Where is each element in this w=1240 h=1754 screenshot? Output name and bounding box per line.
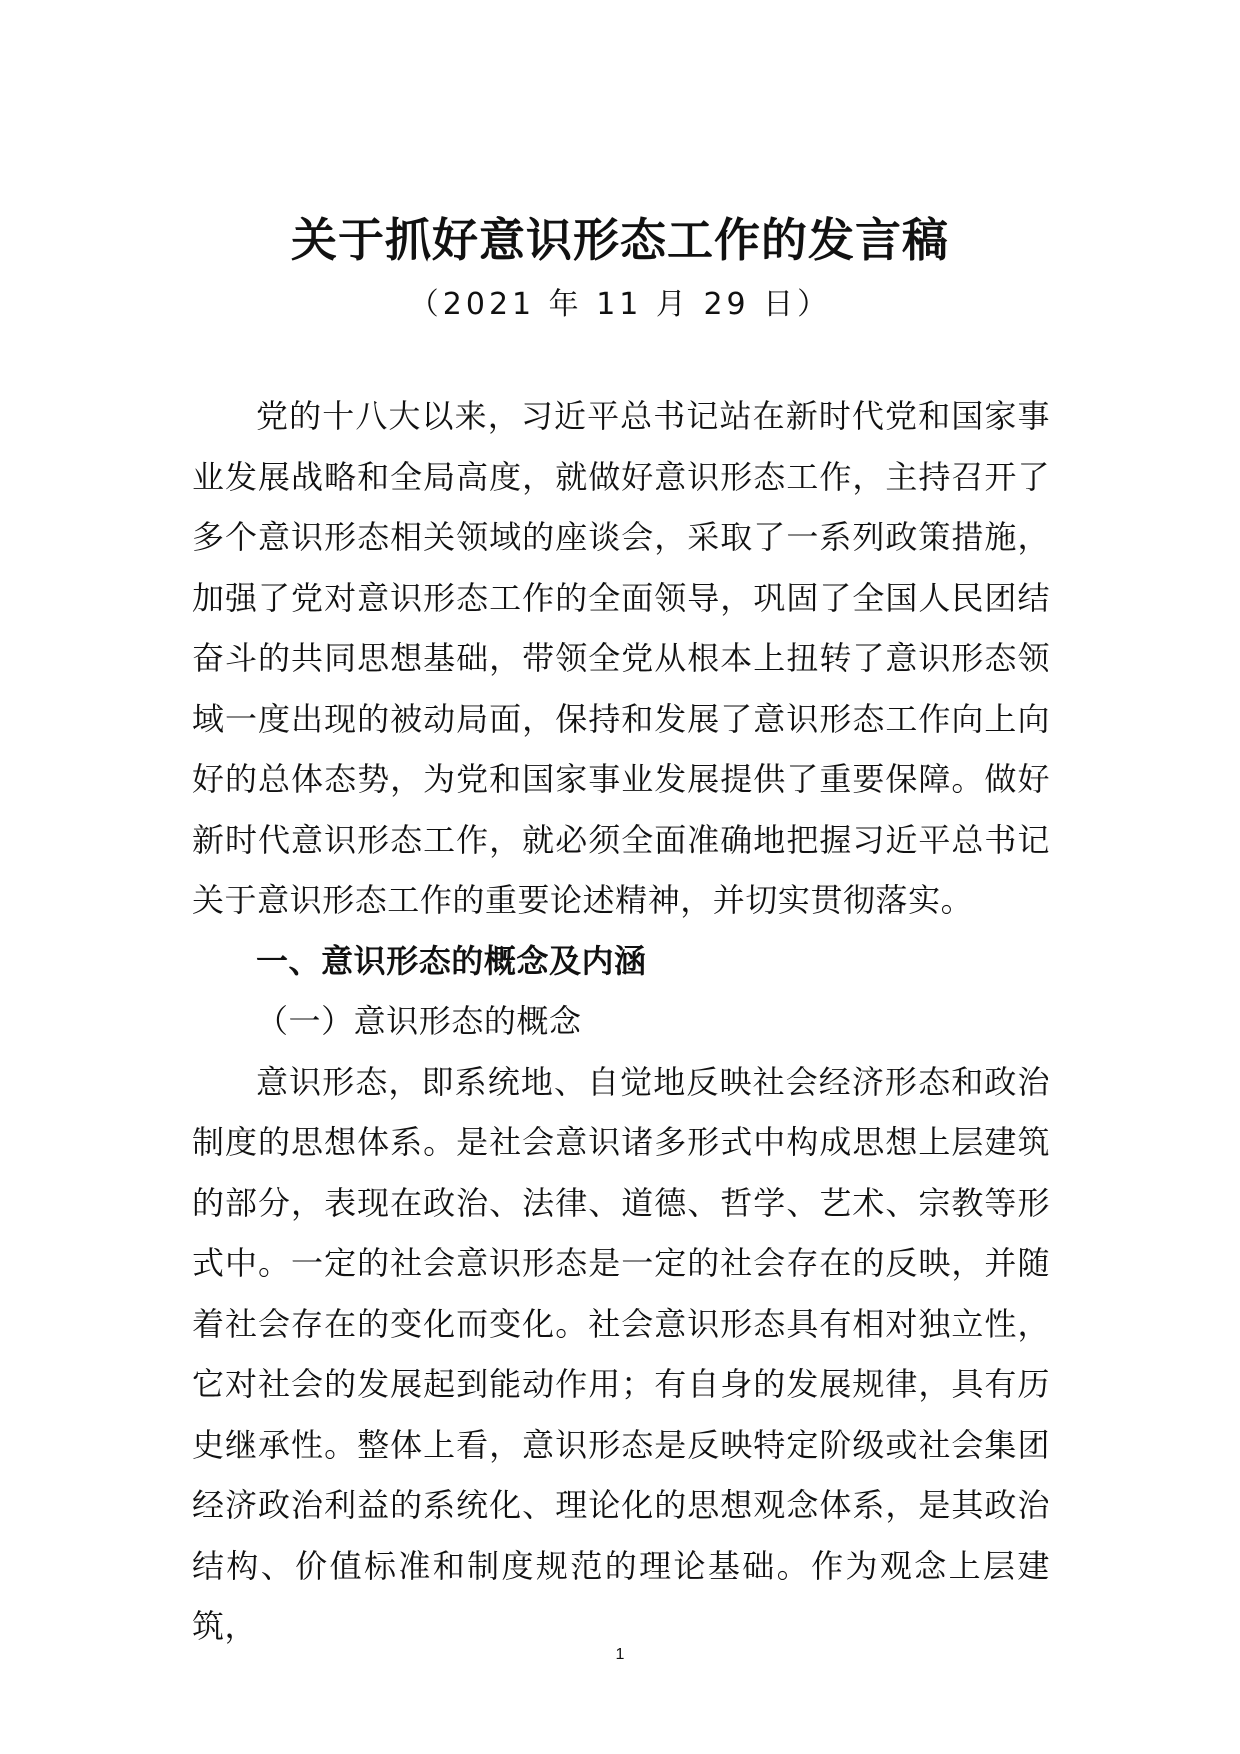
body-paragraph-intro: 党的十八大以来，习近平总书记站在新时代党和国家事业发展战略和全局高度，就做好意识形态工作，主持召开了多个意识形态相关领域的座谈会，采取了一系列政策措施，加强了党对意识形态工作的全面领导，巩固了全国人民团结奋斗的共同思想基础，带领全党从根本上扭转了意识形态领域一度出现的被动局面，保持和发展了意识形态工作向上向好的总体态势，为党和国家事业发展提供了重要保障。做好新时代意识形态工作，就必须全面准确地把握习近平总书记关于意识形态工作的重要论述精神，并切实贯彻落实。 (192, 397, 1050, 919)
document-title: 关于抓好意识形态工作的发言稿 (291, 213, 949, 267)
section-heading-1: 一、意识形态的概念及内涵 (256, 941, 647, 980)
body-paragraph-concept: 意识形态，即系统地、自觉地反映社会经济形态和政治制度的思想体系。是社会意识诸多形式中构成思想上层建筑的部分，表现在政治、法律、道德、哲学、艺术、宗教等形式中。一定的社会意识形态是一定的社会存在的反映，并随着社会存在的变化而变化。社会意识形态具有相对独立性，它对社会的发展起到能动作用；有自身的发展规律，具有历史继承性。整体上看，意识形态是反映特定阶级或社会集团经济政治利益的系统化、理论化的思想观念体系，是其政治结构、价值标准和制度规范的理论基础。作为观念上层建筑， (192, 1062, 1050, 1645)
document-date: （2021 年 11 月 29 日） (408, 287, 832, 322)
page-number: 1 (615, 1646, 625, 1663)
document-body (192, 386, 1050, 1657)
subsection-heading-1-1: （一）意识形态的概念 (256, 1002, 582, 1040)
